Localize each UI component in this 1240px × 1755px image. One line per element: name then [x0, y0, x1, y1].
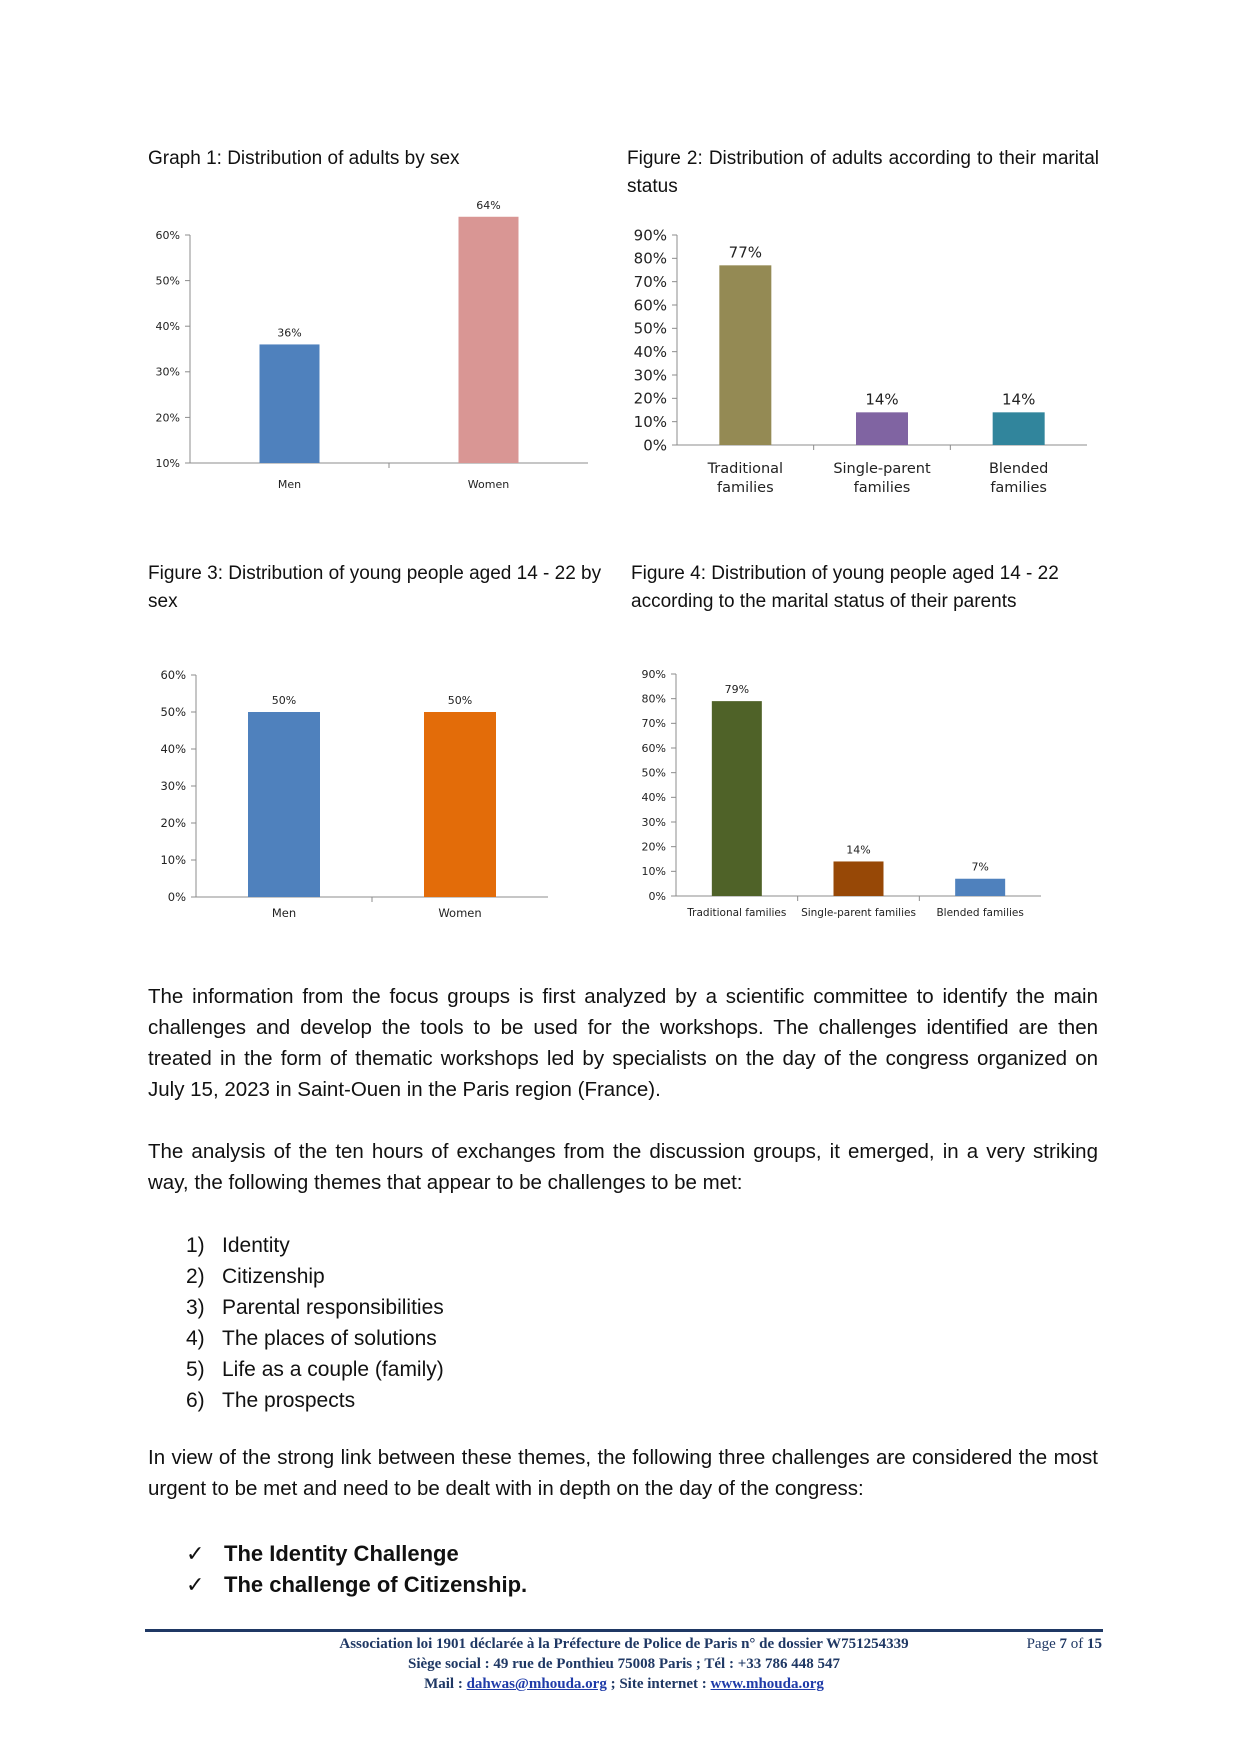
paragraph-focus-groups: The information from the focus groups is first analyzed by a scientific committee to identify the main challenges and develop the tools to be used for the workshops. The challenges identified are then treated in the form of thematic workshops led by specialists on the day of the congress organized on July 15, 2023 in Saint-Ouen in the Paris region (France). — [148, 985, 1098, 1101]
challenges-list — [186, 1538, 527, 1600]
bar — [955, 879, 1005, 896]
footer — [145, 1634, 1103, 1694]
category-label: Blended families — [936, 907, 1024, 919]
list-item: ✓ The Identity Challenge — [186, 1538, 527, 1569]
data-label: 79% — [724, 683, 750, 697]
category-label: Traditional — [707, 461, 784, 477]
data-label: 77% — [728, 243, 763, 262]
figure-3-caption: Figure 3: Distribution of young people aged 14 - 22 by sex — [148, 563, 602, 612]
y-tick-label: 60% — [160, 668, 186, 683]
y-tick-label: 10% — [160, 853, 186, 868]
checkmark-icon: ✓ — [186, 1572, 205, 1597]
figure-2-caption: Figure 2: Distribution of adults according to their marital status — [627, 148, 1099, 197]
category-label: Women — [438, 906, 482, 920]
y-tick-label: 0% — [648, 889, 666, 903]
bar — [712, 701, 762, 896]
data-label: 14% — [1001, 390, 1036, 409]
bar — [459, 217, 519, 463]
y-tick-label: 0% — [643, 436, 667, 455]
y-tick-label: 20% — [160, 816, 186, 831]
y-tick-label: 80% — [641, 692, 666, 706]
y-tick-label: 80% — [633, 249, 667, 268]
list-item: 5) Life as a couple (family) — [186, 1358, 444, 1381]
y-tick-label: 50% — [633, 319, 667, 338]
y-tick-label: 0% — [167, 890, 186, 905]
bar — [424, 712, 496, 897]
y-tick-label: 40% — [160, 742, 186, 757]
chart-young-parents-marital-status — [631, 660, 1071, 930]
chart-2-svg — [627, 215, 1097, 505]
y-tick-label: 30% — [160, 779, 186, 794]
y-tick-label: 20% — [155, 411, 180, 425]
y-tick-label: 30% — [633, 366, 667, 385]
list-item: 6) The prospects — [186, 1389, 356, 1412]
y-tick-label: 50% — [160, 705, 186, 720]
category-label: Traditional families — [687, 907, 787, 919]
y-tick-label: 20% — [641, 840, 666, 854]
list-item: 4) The places of solutions — [186, 1327, 437, 1350]
y-tick-label: 40% — [633, 342, 667, 361]
y-tick-label: 10% — [641, 865, 666, 879]
chart-adults-by-sex — [148, 198, 608, 500]
y-tick-label: 50% — [641, 766, 666, 780]
list-item: ✓ The challenge of Citizenship. — [186, 1569, 527, 1600]
email-link[interactable]: dahwas@mhouda.org — [466, 1676, 607, 1692]
data-label: 14% — [846, 843, 871, 857]
y-tick-label: 70% — [641, 717, 666, 731]
figure-4-caption: Figure 4: Distribution of young people aged 14 - 22 according to the marital status of their parents — [631, 563, 1059, 612]
y-tick-label: 60% — [155, 228, 180, 242]
chart-4-svg — [631, 660, 1071, 930]
category-label: families — [716, 480, 774, 496]
y-tick-label: 90% — [633, 226, 667, 245]
bar — [856, 412, 908, 445]
category-label: families — [990, 480, 1048, 496]
category-label: Single-parent families — [801, 907, 916, 919]
category-label: families — [853, 480, 911, 496]
y-tick-label: 10% — [155, 456, 180, 470]
list-item: 1) Identity — [186, 1234, 290, 1257]
website-link[interactable]: www.mhouda.org — [710, 1676, 824, 1692]
bar — [719, 265, 771, 445]
y-tick-label: 90% — [641, 667, 666, 681]
y-tick-label: 50% — [155, 274, 180, 288]
bar — [260, 344, 320, 463]
list-item: 3) Parental responsibilities — [186, 1296, 444, 1319]
data-label: 14% — [865, 390, 899, 409]
chart-adults-marital-status — [627, 215, 1097, 505]
y-tick-label: 30% — [641, 815, 666, 829]
y-tick-label: 20% — [633, 389, 667, 408]
category-label: Single-parent — [833, 461, 931, 477]
category-label: Blended — [988, 461, 1049, 477]
chart-young-by-sex — [148, 660, 618, 930]
category-label: Men — [277, 478, 302, 491]
list-item: 2) Citizenship — [186, 1265, 325, 1288]
bar — [993, 412, 1045, 445]
y-tick-label: 30% — [155, 365, 180, 379]
chart-1-svg — [148, 198, 608, 500]
y-tick-label: 10% — [633, 412, 667, 431]
bar — [248, 712, 320, 897]
data-label: 50% — [447, 694, 473, 707]
category-label: Men — [271, 906, 297, 920]
themes-list — [186, 1230, 444, 1416]
chart-3-svg — [148, 660, 618, 930]
data-label: 7% — [971, 860, 989, 874]
footer-contact: Mail : dahwas@mhouda.org ; Site internet : www.mhouda.org — [424, 1676, 824, 1692]
paragraph-urgent-challenges: In view of the strong link between these themes, the following three challenges are considered the most urgent to be met and need to be dealt with in depth on the day of the congress: — [148, 1446, 1098, 1500]
y-tick-label: 60% — [633, 296, 667, 315]
data-label: 36% — [277, 326, 302, 340]
checkmark-icon: ✓ — [186, 1541, 205, 1566]
footer-address: Siège social : 49 rue de Ponthieu 75008 Paris ; Tél : +33 786 448 547 — [408, 1656, 840, 1672]
footer-association: Association loi 1901 déclarée à la Préfecture de Police de Paris n° de dossier W751254339 — [339, 1636, 909, 1652]
paragraph-analysis: The analysis of the ten hours of exchanges from the discussion groups, it emerged, in a very striking way, the following themes that appear to be challenges to be met: — [148, 1140, 1098, 1194]
y-tick-label: 60% — [641, 741, 666, 755]
data-label: 64% — [476, 198, 501, 212]
footer-divider — [145, 1629, 1103, 1632]
y-tick-label: 70% — [633, 272, 667, 291]
page-number: Page 7 of 15 — [1026, 1636, 1102, 1652]
y-tick-label: 40% — [155, 320, 180, 334]
y-tick-label: 40% — [641, 791, 666, 805]
figure-1-caption: Graph 1: Distribution of adults by sex — [148, 148, 460, 169]
bar — [834, 861, 884, 896]
data-label: 50% — [271, 694, 297, 707]
category-label: Women — [467, 478, 510, 491]
